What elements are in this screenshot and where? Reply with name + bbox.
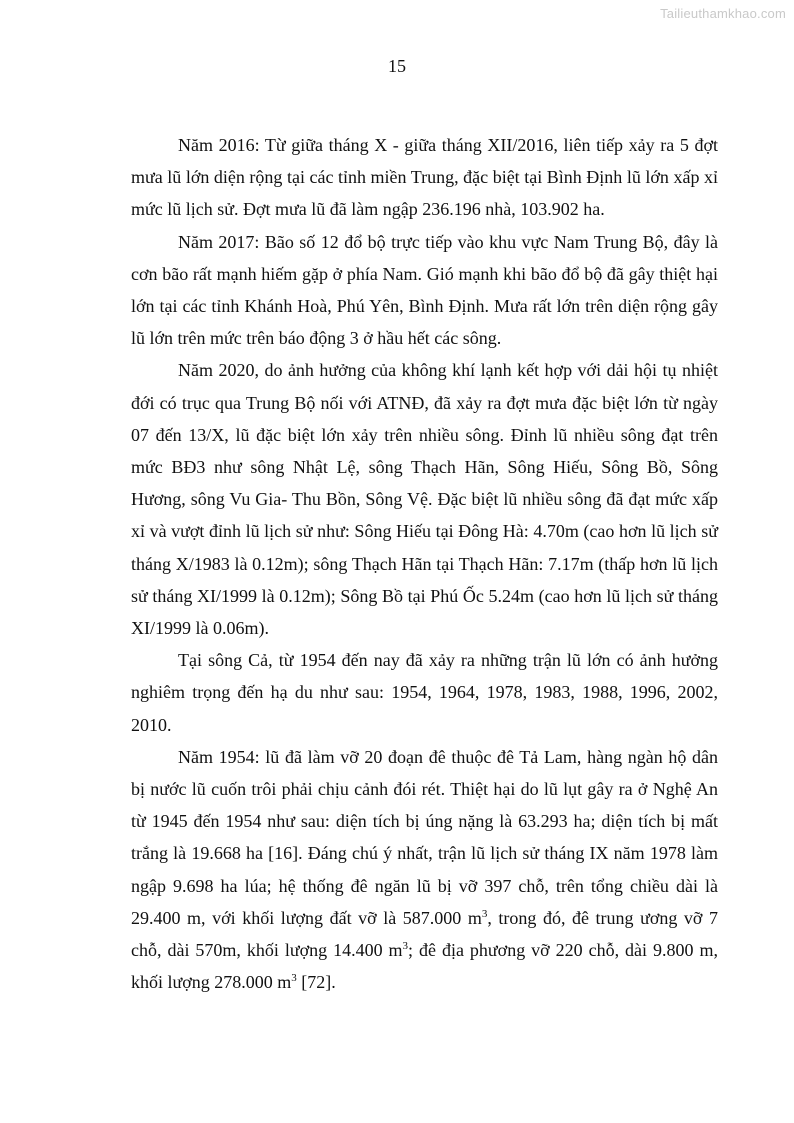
text-segment: [72]. — [296, 972, 336, 993]
superscript: 3 — [291, 972, 297, 985]
paragraph-2020: Năm 2020, do ảnh hưởng của không khí lạnh kết hợp với dải hội tụ nhiệt đới có trục qua Trung Bộ nối với ATNĐ, đã xảy ra đợt mưa đặc biệt lớn từ ngày 07 đến 13/X, lũ đặc biệt lớn xảy trên nhiều sông. Đỉnh lũ nhiều sông đạt trên mức BĐ3 như sông Nhật Lệ, sông Thạch Hãn, Sông Hiếu, Sông Bồ, Sông Hương, sông Vu Gia- Thu Bồn, Sông Vệ. Đặc biệt lũ nhiều sông đã đạt mức xấp xỉ và vượt đỉnh lũ lịch sử như: Sông Hiếu tại Đông Hà: 4.70m (cao hơn lũ lịch sử tháng X/1983 là 0.12m); sông Thạch Hãn tại Thạch Hãn: 7.17m (thấp hơn lũ lịch sử tháng XI/1999 là 0.12m); Sông Bồ tại Phú Ốc 5.24m (cao hơn lũ lịch sử tháng XI/1999 là 0.06m). — [131, 360, 718, 639]
page-number: 15 — [388, 56, 406, 76]
paragraph-2017: Năm 2017: Bão số 12 đổ bộ trực tiếp vào khu vực Nam Trung Bộ, đây là cơn bão rất mạnh hiếm gặp ở phía Nam. Gió mạnh khi bão đổ bộ đã gây thiệt hại lớn tại các tỉnh Khánh Hoà, Phú Yên, Bình Định. Mưa rất lớn trên diện rộng gây lũ lớn trên mức trên báo động 3 ở hầu hết các sông. — [131, 231, 718, 349]
paragraph-1954 — [131, 741, 718, 999]
paragraph-song-ca: Tại sông Cả, từ 1954 đến nay đã xảy ra những trận lũ lớn có ảnh hưởng nghiêm trọng đến hạ du như sau: 1954, 1964, 1978, 1983, 1988, 1996, 2002, 2010. — [131, 650, 718, 735]
paragraph-2016: Năm 2016: Từ giữa tháng X - giữa tháng XII/2016, liên tiếp xảy ra 5 đợt mưa lũ lớn diện rộng tại các tỉnh miền Trung, đặc biệt tại Bình Định lũ lớn xấp xỉ mức lũ lịch sử. Đợt mưa lũ đã làm ngập 236.196 nhà, 103.902 ha. — [131, 135, 718, 220]
superscript: 3 — [402, 940, 409, 953]
watermark: Tailieuthamkhao.com — [660, 6, 786, 21]
text-segment: ; đê địa phương vỡ 220 chỗ, dài 9.800 m, khối lượng 278.000 m — [131, 940, 718, 993]
document-body — [131, 129, 718, 998]
text-segment: Năm 1954: lũ đã làm vỡ 20 đoạn đê thuộc đê Tả Lam, hàng ngàn hộ dân bị nước lũ cuốn trôi phải chịu cảnh đói rét. Thiệt hại do lũ lụt gây ra ở Nghệ An từ 1945 đến 1954 như sau: diện tích bị úng nặng là 63.293 ha; diện tích bị mất trắng là 19.668 ha [16]. Đáng chú ý nhất, trận lũ lịch sử tháng IX năm 1978 làm ngập 9.698 ha lúa; hệ thống đê ngăn lũ bị vỡ 397 chỗ, trên tổng chiều dài là 29.400 m, với khối lượng đất vỡ là 587.000 m — [131, 746, 718, 928]
text-segment: , trong đó, đê trung ương vỡ 7 chỗ, dài 570m, khối lượng 14.400 m — [131, 907, 719, 961]
superscript: 3 — [481, 907, 488, 920]
